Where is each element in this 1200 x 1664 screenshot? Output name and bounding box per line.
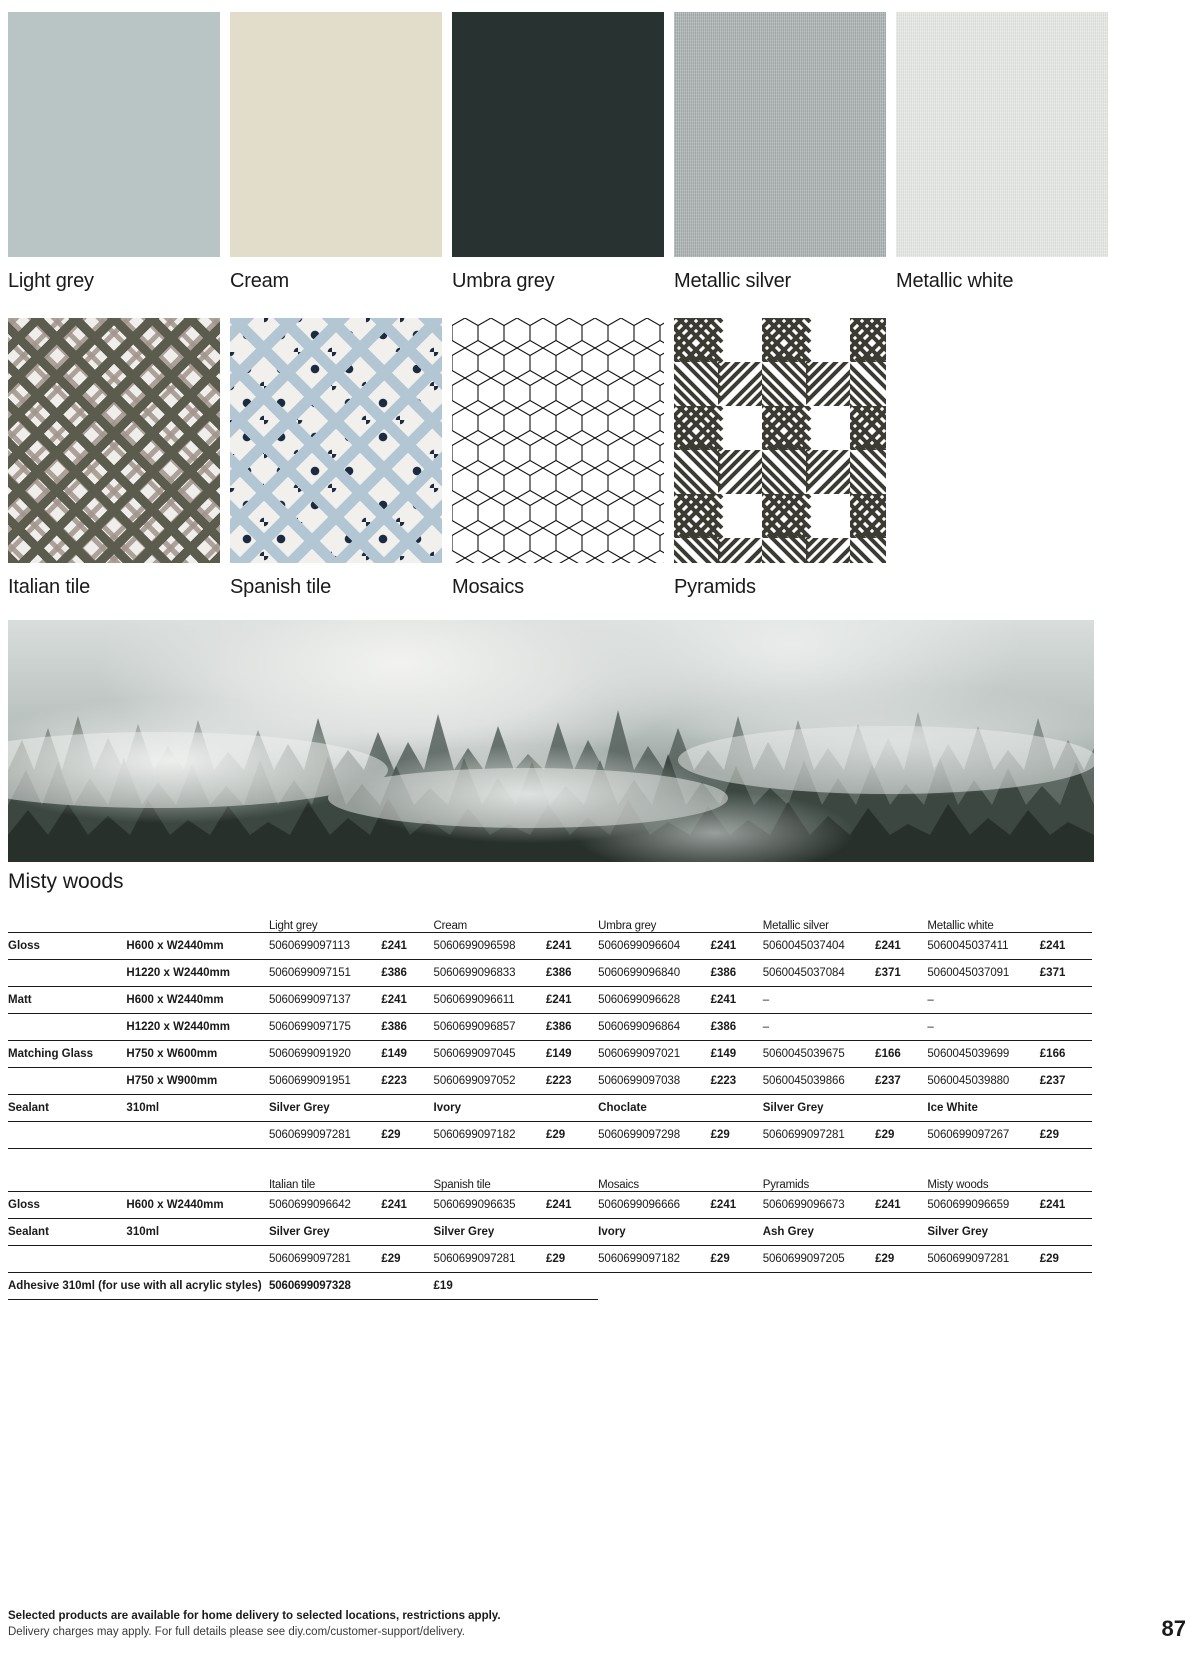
product-tables [8, 920, 1092, 1300]
cell-code: 5060699097182 [598, 1246, 710, 1273]
cell-price: £166 [1040, 1041, 1092, 1068]
cell-price: £29 [875, 1246, 927, 1273]
cell-code: 5060699097182 [434, 1122, 546, 1149]
cell-category: Matt [8, 987, 126, 1014]
cell-size: H750 x W900mm [126, 1068, 269, 1095]
swatch-label: Umbra grey [452, 270, 555, 292]
footer-line-1: Selected products are available for home delivery to selected locations, restrictions apply. [8, 1610, 501, 1622]
cell-code: 5060699097175 [269, 1014, 381, 1041]
cell-code: 5060699097281 [434, 1246, 546, 1273]
cell-price: £29 [1040, 1122, 1092, 1149]
cell-sealant-colour: Silver Grey [927, 1219, 1092, 1246]
cell-price: £241 [546, 1192, 598, 1219]
table-row [8, 933, 1092, 960]
cell-sealant-colour: Choclate [598, 1095, 763, 1122]
swatch-chip [230, 12, 442, 257]
swatch-spanish-tile[interactable] [230, 318, 442, 599]
adhesive-code-wrap [269, 1273, 434, 1300]
cell-price: £241 [546, 933, 598, 960]
col-metallic-silver: Metallic silver [762, 920, 829, 932]
cell-category: Matching Glass [8, 1041, 126, 1068]
table-row [8, 1192, 1092, 1219]
cell-code: 5060699096857 [434, 1014, 546, 1041]
swatch-label: Spanish tile [230, 576, 331, 598]
footer-disclaimer [8, 1608, 908, 1640]
cell-empty [126, 1246, 269, 1273]
swatch-label: Italian tile [8, 576, 91, 598]
cell-code: 5060699091951 [269, 1068, 381, 1095]
chevron-pattern-icon [674, 318, 886, 563]
cell-price: £241 [1040, 1192, 1092, 1219]
cell-code: 5060045039699 [927, 1041, 1039, 1068]
swatch-pyramids[interactable] [674, 318, 886, 599]
cell-code: 5060699096833 [434, 960, 546, 987]
cell-code: – [763, 987, 875, 1014]
cell-price: £386 [381, 1014, 433, 1041]
cell-price [1040, 987, 1092, 1014]
cell-code: 5060699097151 [269, 960, 381, 987]
cell-price: £166 [875, 1041, 927, 1068]
col-metallic-white: Metallic white [927, 920, 994, 932]
cell-code: 5060045039675 [763, 1041, 875, 1068]
table-row [8, 1041, 1092, 1068]
swatch-italian-tile[interactable] [8, 318, 220, 599]
cell-code: 5060699096666 [598, 1192, 710, 1219]
cell-code: 5060045037411 [927, 933, 1039, 960]
cell-price: £149 [381, 1041, 433, 1068]
cell-price: £241 [381, 933, 433, 960]
cell-price: £241 [875, 1192, 927, 1219]
plain-swatch-row [8, 12, 1118, 293]
cell-empty [8, 1122, 126, 1149]
cell-sealant-colour: Silver Grey [269, 1219, 434, 1246]
swatch-chip [674, 318, 886, 563]
col-pyramids: Pyramids [762, 1179, 810, 1191]
table-header-row [8, 1179, 1092, 1192]
cell-code: – [927, 987, 1039, 1014]
cell-code: 5060699097205 [763, 1246, 875, 1273]
cell-code: 5060699096840 [598, 960, 710, 987]
swatch-label: Mosaics [452, 576, 524, 598]
table-row [8, 1068, 1092, 1095]
cell-size: H1220 x W2440mm [126, 1014, 269, 1041]
cell-price: £241 [711, 1192, 763, 1219]
cell-empty [126, 1122, 269, 1149]
cell-size: 310ml [126, 1219, 269, 1246]
cell-size: H750 x W600mm [126, 1041, 269, 1068]
cell-code: 5060699097281 [763, 1122, 875, 1149]
sealant-code-row [8, 1246, 1092, 1273]
sealant-code-row [8, 1122, 1092, 1149]
col-size [126, 920, 269, 933]
cell-code: 5060699097045 [434, 1041, 546, 1068]
cell-price: £237 [875, 1068, 927, 1095]
cell-empty [546, 1273, 1092, 1300]
cell-sealant-colour: Ice White [927, 1095, 1092, 1122]
cell-price: £29 [875, 1122, 927, 1149]
col-misty-woods: Misty woods [927, 1179, 989, 1191]
cell-price: £223 [381, 1068, 433, 1095]
cell-price: £386 [711, 960, 763, 987]
cell-price: £29 [381, 1246, 433, 1273]
cell-price: £241 [875, 933, 927, 960]
cell-category: Gloss [8, 933, 126, 960]
cell-code: 5060045037084 [763, 960, 875, 987]
cell-price: £237 [1040, 1068, 1092, 1095]
cell-code: 5060699097298 [598, 1122, 710, 1149]
table-bottom-rule [8, 1149, 1092, 1150]
cell-code: 5060045037091 [927, 960, 1039, 987]
cell-price: £29 [711, 1122, 763, 1149]
swatch-chip [674, 12, 886, 257]
cell-code: 5060699097267 [927, 1122, 1039, 1149]
cell-category: Sealant [8, 1219, 126, 1246]
cell-sealant-colour: Ivory [434, 1095, 599, 1122]
swatch-metallic-white[interactable] [896, 12, 1108, 293]
cell-size: H600 x W2440mm [126, 1192, 269, 1219]
cell-code: 5060699096642 [269, 1192, 381, 1219]
cell-code: 5060045037404 [763, 933, 875, 960]
col-category [8, 1179, 126, 1192]
adhesive-code: 5060699097328 [268, 1280, 351, 1292]
cell-code: – [763, 1014, 875, 1041]
cell-price: £149 [711, 1041, 763, 1068]
swatch-light-grey[interactable] [8, 12, 220, 293]
cell-code: 5060699097021 [598, 1041, 710, 1068]
cell-code: 5060699091920 [269, 1041, 381, 1068]
cell-empty [8, 1246, 126, 1273]
cell-code: 5060699097281 [269, 1122, 381, 1149]
swatch-chip [896, 12, 1108, 257]
table-bottom-rule [8, 1300, 1092, 1301]
swatch-cream[interactable] [230, 12, 442, 293]
sealant-name-row [8, 1095, 1092, 1122]
cell-code: 5060699096628 [598, 987, 710, 1014]
table-row [8, 960, 1092, 987]
cell-code: 5060699096604 [598, 933, 710, 960]
cell-price: £371 [875, 960, 927, 987]
cell-category: Gloss [8, 1192, 126, 1219]
cell-code: 5060699097113 [269, 933, 381, 960]
cell-code: 5060699097281 [269, 1246, 381, 1273]
cell-price: £29 [381, 1122, 433, 1149]
cell-sealant-colour: Silver Grey [434, 1219, 599, 1246]
hero-mist-overlay [8, 620, 1094, 862]
cell-price [875, 987, 927, 1014]
cell-price: £29 [1040, 1246, 1092, 1273]
col-spanish-tile: Spanish tile [433, 1179, 491, 1191]
cell-size: H600 x W2440mm [126, 933, 269, 960]
cell-price: £223 [546, 1068, 598, 1095]
swatch-label: Light grey [8, 270, 94, 292]
swatch-chip [452, 12, 664, 257]
page-number: 87 [1161, 1616, 1186, 1641]
cell-price: £223 [711, 1068, 763, 1095]
cell-price [875, 1014, 927, 1041]
cell-code: 5060699096864 [598, 1014, 710, 1041]
swatch-mosaics[interactable] [452, 318, 664, 599]
cell-code: – [927, 1014, 1039, 1041]
cell-code: 5060699096611 [434, 987, 546, 1014]
cell-price: £386 [711, 1014, 763, 1041]
cell-code: 5060699096635 [434, 1192, 546, 1219]
adhesive-price: £19 [434, 1273, 546, 1300]
cell-price: £241 [711, 987, 763, 1014]
col-cream: Cream [433, 920, 468, 932]
swatch-chip [230, 318, 442, 563]
cell-category: Sealant [8, 1095, 126, 1122]
cell-category [8, 960, 126, 987]
cell-price: £386 [381, 960, 433, 987]
pattern-swatch-row [8, 318, 896, 599]
hexagon-pattern-icon [452, 318, 664, 563]
cell-code: 5060045039880 [927, 1068, 1039, 1095]
col-category [8, 920, 126, 933]
cell-category [8, 1068, 126, 1095]
table-header-row [8, 920, 1092, 933]
cell-sealant-colour: Silver Grey [763, 1095, 928, 1122]
cell-size: H600 x W2440mm [126, 987, 269, 1014]
adhesive-label: Adhesive 310ml (for use with all acrylic styles) [8, 1273, 269, 1300]
cell-price: £149 [546, 1041, 598, 1068]
adhesive-row [8, 1273, 1092, 1300]
col-umbra-grey: Umbra grey [598, 920, 657, 932]
cell-price: £241 [381, 987, 433, 1014]
cell-code: 5060699097137 [269, 987, 381, 1014]
cell-price: £29 [546, 1246, 598, 1273]
swatch-chip [8, 318, 220, 563]
swatch-chip [8, 12, 220, 257]
cell-price: £241 [711, 933, 763, 960]
footer-line-2: Delivery charges may apply. For full details please see diy.com/customer-support/delivery. [8, 1626, 465, 1638]
col-size [126, 1179, 269, 1192]
cell-sealant-colour: Ivory [598, 1219, 763, 1246]
swatch-metallic-silver[interactable] [674, 12, 886, 293]
cell-code: 5060045039866 [763, 1068, 875, 1095]
swatch-chip [452, 318, 664, 563]
sealant-name-row [8, 1219, 1092, 1246]
hero-image-misty-woods [8, 620, 1094, 862]
hero-caption: Misty woods [8, 870, 124, 893]
cell-size: H1220 x W2440mm [126, 960, 269, 987]
cell-code: 5060699096673 [763, 1192, 875, 1219]
cell-price: £29 [711, 1246, 763, 1273]
cell-price: £386 [546, 1014, 598, 1041]
col-mosaics: Mosaics [598, 1179, 639, 1191]
cell-price: £386 [546, 960, 598, 987]
cell-price: £371 [1040, 960, 1092, 987]
col-light-grey: Light grey [268, 920, 318, 932]
swatch-label: Cream [230, 270, 290, 292]
table-row [8, 987, 1092, 1014]
cell-code: 5060699097038 [598, 1068, 710, 1095]
cell-category [8, 1014, 126, 1041]
cell-sealant-colour: Silver Grey [269, 1095, 434, 1122]
cell-price: £241 [546, 987, 598, 1014]
swatch-label: Pyramids [674, 576, 756, 598]
cell-price: £241 [381, 1192, 433, 1219]
acrylic-panels-table-colours [8, 920, 1092, 1149]
cell-code: 5060699096598 [434, 933, 546, 960]
cell-code: 5060699097052 [434, 1068, 546, 1095]
swatch-label: Metallic white [896, 270, 1014, 292]
swatch-label: Metallic silver [674, 270, 792, 292]
cell-code: 5060699097281 [927, 1246, 1039, 1273]
cell-price [1040, 1014, 1092, 1041]
cell-sealant-colour: Ash Grey [763, 1219, 928, 1246]
cell-price: £29 [546, 1122, 598, 1149]
swatch-umbra-grey[interactable] [452, 12, 664, 293]
cell-code: 5060699096659 [927, 1192, 1039, 1219]
cell-size: 310ml [126, 1095, 269, 1122]
cell-price: £241 [1040, 933, 1092, 960]
table-row [8, 1014, 1092, 1041]
col-italian-tile: Italian tile [268, 1179, 316, 1191]
acrylic-panels-table-patterns [8, 1179, 1092, 1300]
